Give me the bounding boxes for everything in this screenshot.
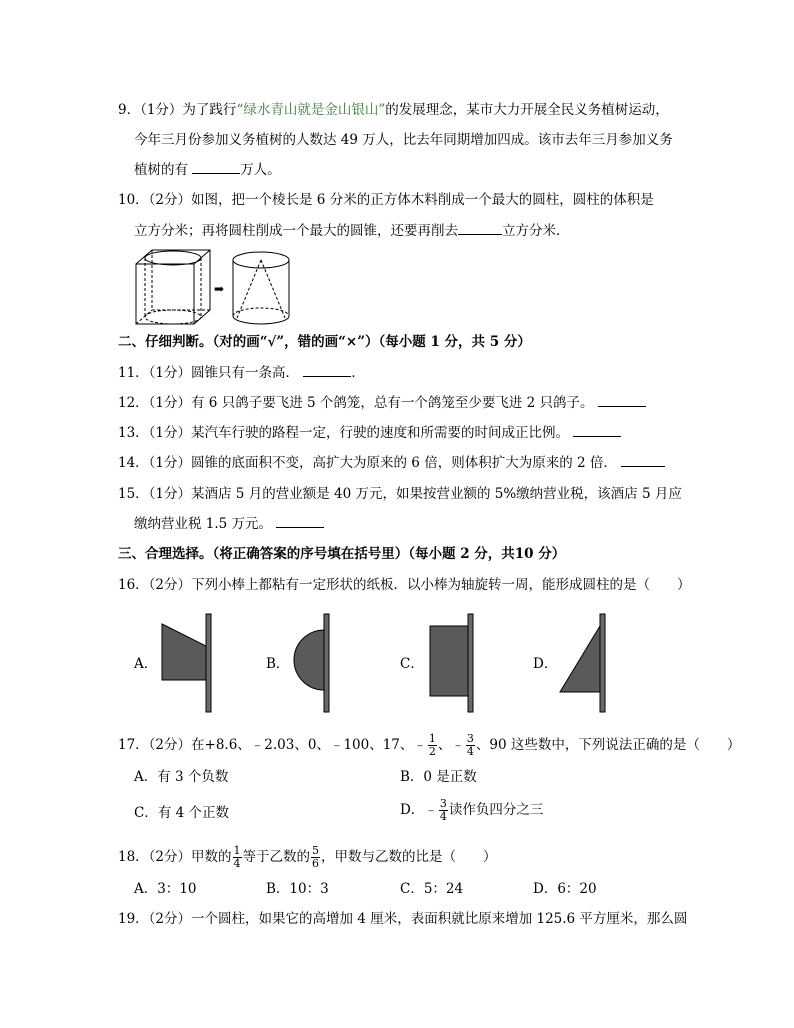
q11 bbox=[118, 364, 365, 382]
q16-figure-d[interactable] bbox=[556, 612, 616, 714]
q12-text: 12．（1分）有 6 只鸽子要飞进 5 个鸽笼，总有一个鸽笼至少要飞进 2 只鸽子。 bbox=[118, 395, 594, 411]
q13-text: 13．（1分）某汽车行驶的路程一定，行驶的速度和所需要的时间成正比例。 bbox=[118, 425, 570, 441]
cylinder-with-cone bbox=[233, 252, 289, 324]
q17-option-b[interactable]: B．0 是正数 bbox=[400, 769, 477, 785]
q18-option-a[interactable]: A．3：10 bbox=[134, 881, 197, 897]
q12-answer-blank[interactable] bbox=[598, 394, 646, 407]
q9-line3-pre: 植树的有 bbox=[134, 162, 188, 178]
q9-text-post: 的发展理念，某市大力开展全民义务植树运动， bbox=[385, 102, 669, 118]
q18 bbox=[118, 845, 497, 870]
arrow-icon: ➡ bbox=[214, 282, 225, 296]
q16-figure-a[interactable] bbox=[158, 612, 218, 714]
q18-frac2-num: 5 bbox=[312, 844, 320, 857]
section3-title: 三、合理选择。（将正确答案的序号填在括号里）（每小题 2 分，共10 分） bbox=[118, 546, 566, 562]
q17-frac2-num: 3 bbox=[466, 732, 474, 745]
q9-line3-post: 万人。 bbox=[240, 162, 281, 178]
q17-d-frac-den: 4 bbox=[439, 810, 447, 823]
section2-title: 二、仔细判断。（对的画“√”，错的画“×”）（每小题 1 分，共 5 分） bbox=[118, 334, 531, 350]
q17-option-c[interactable]: C．有 4 个正数 bbox=[134, 805, 230, 821]
q18-option-b[interactable]: B．10：3 bbox=[266, 881, 329, 897]
q14-text: 14．（1分）圆锥的底面积不变，高扩大为原来的 6 倍，则体积扩大为原来的 2 倍． bbox=[118, 455, 617, 471]
q9-quote: “绿水青山就是金山银山” bbox=[236, 102, 386, 118]
q17-frac1 bbox=[428, 733, 437, 758]
q18-post: ，甲数与乙数的比是（ ） bbox=[321, 849, 497, 865]
q15-line1: 15．（1分）某酒店 5 月的营业额是 40 万元，如果按营业额的 5%缴纳营业税，该酒店 5 月应 bbox=[118, 486, 682, 502]
q15-answer-blank[interactable] bbox=[276, 515, 324, 528]
q11-text: 11．（1分）圆锥只有一条高． bbox=[118, 365, 300, 381]
q16-option-c-label[interactable]: C． bbox=[400, 656, 424, 672]
q10-line2 bbox=[134, 222, 570, 240]
q16-option-d-label[interactable]: D． bbox=[533, 656, 558, 672]
q18-frac2 bbox=[311, 845, 320, 870]
q17-pre: 17．（2分）在+8.6、﹣2.03、0、﹣100、17、 bbox=[118, 737, 414, 753]
q15-line2 bbox=[134, 515, 324, 533]
q18-option-c[interactable]: C．5：24 bbox=[400, 881, 464, 897]
q18-mid: 等于乙数的 bbox=[242, 849, 311, 865]
q18-frac1-num: 1 bbox=[233, 844, 241, 857]
q18-option-d[interactable]: D．6：20 bbox=[533, 881, 597, 897]
q13 bbox=[118, 424, 621, 442]
q13-answer-blank[interactable] bbox=[573, 424, 621, 437]
q17-d-frac-num: 3 bbox=[439, 797, 447, 810]
q17-frac1-den: 2 bbox=[428, 745, 436, 758]
q16-option-b-label[interactable]: B． bbox=[266, 656, 290, 672]
q11-end: ． bbox=[351, 365, 365, 381]
q10-line2-pre: 立方分米；再将圆柱削成一个最大的圆锥，还要再削去 bbox=[134, 223, 458, 239]
q18-frac1-den: 4 bbox=[233, 857, 241, 870]
q17-option-a[interactable]: A．有 3 个负数 bbox=[134, 769, 229, 785]
q14-answer-blank[interactable] bbox=[621, 454, 665, 467]
q9-line2: 今年三月份参加义务植树的人数达 49 万人，比去年同期增加四成。该市去年三月参加义务 bbox=[134, 132, 673, 148]
q18-pre: 18．（2分）甲数的 bbox=[118, 849, 232, 865]
q10-line1: 10．（2分）如图，把一个棱长是 6 分米的正方体木料削成一个最大的圆柱，圆柱的体积是 bbox=[118, 192, 654, 208]
q17-option-d-label: D． bbox=[400, 802, 425, 818]
q17-d-frac-sign: ﹣ bbox=[424, 802, 438, 818]
q17-option-d[interactable] bbox=[400, 798, 543, 823]
q18-frac1 bbox=[233, 845, 242, 870]
q17-option-d-text: 读作负四分之三 bbox=[448, 802, 544, 818]
q18-frac2-den: 6 bbox=[312, 857, 320, 870]
q16-figure-c[interactable] bbox=[424, 612, 484, 714]
q17-frac2-sign: ﹣ bbox=[451, 737, 465, 753]
q9-line1 bbox=[118, 101, 669, 119]
q9-line3 bbox=[134, 161, 281, 179]
q11-answer-blank[interactable] bbox=[303, 364, 351, 377]
q19: 19．（2分）一个圆柱，如果它的高增加 4 厘米，表面积就比原来增加 125.6 平方厘米，那么圆 bbox=[118, 911, 688, 927]
q9-answer-blank[interactable] bbox=[192, 161, 240, 174]
q17-frac1-num: 1 bbox=[428, 732, 436, 745]
q17-sep: 、 bbox=[437, 737, 452, 753]
q16-figure-b[interactable] bbox=[290, 612, 340, 714]
q16-option-a-label[interactable]: A． bbox=[134, 656, 158, 672]
q17-post: 、90 这些数中，下列说法正确的是（ ） bbox=[475, 737, 741, 753]
q17-frac2-den: 4 bbox=[466, 745, 474, 758]
q14 bbox=[118, 454, 665, 472]
q9-text: 9．（1分）为了践行 bbox=[118, 102, 237, 118]
q10-answer-blank[interactable] bbox=[458, 222, 502, 235]
q16: 16．（2分）下列小棒上都粘有一定形状的纸板．以小棒为轴旋转一周，能形成圆柱的是（ ） bbox=[118, 577, 691, 593]
q10-line2-post: 立方分米． bbox=[502, 223, 570, 239]
q12 bbox=[118, 394, 646, 412]
q17 bbox=[118, 733, 740, 758]
q10-figure bbox=[134, 248, 294, 330]
q15-text: 缴纳营业税 1.5 万元。 bbox=[134, 516, 273, 532]
q17-frac1-sign: ﹣ bbox=[413, 737, 427, 753]
q17-frac2 bbox=[466, 733, 475, 758]
cube-with-cylinder bbox=[136, 250, 210, 324]
q17-d-frac bbox=[439, 798, 448, 823]
